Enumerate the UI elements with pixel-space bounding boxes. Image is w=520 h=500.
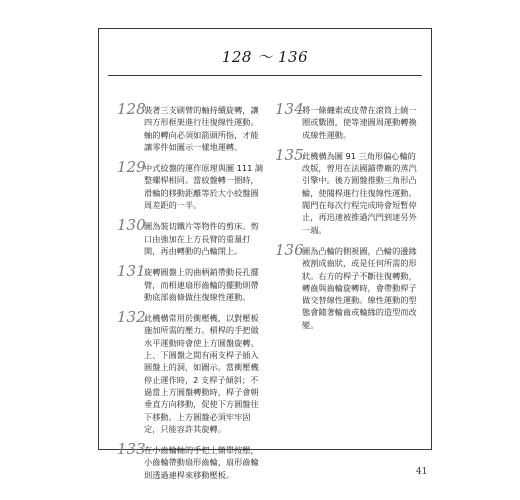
entry-number: 133 bbox=[117, 440, 146, 459]
entry-133 bbox=[117, 440, 265, 481]
entry-text: 中式絞盤的運作原理與圖 111 調整螺桿相同。當絞盤轉一圈時，滑輪的移動距離等於大小絞盤圓周差距的一半。 bbox=[144, 163, 264, 211]
entry-number: 136 bbox=[275, 240, 304, 259]
entry-text: 在小齒輪軸的手把上簡單按壓，小齒輪帶動扇形齒輪，扇形齒輪則透過連桿來移動壓板。 bbox=[144, 445, 259, 480]
entry-number: 135 bbox=[275, 145, 304, 164]
entry-text: 此機構常用於衝壓機，以對壓板施加所需的壓力。槓桿的手把做水平運動時會使上方圓盤旋轉。上、下圓盤之間有兩支桿子插入圓盤上的洞，如圖示。當衝壓機停止運作時，2 支桿子傾斜；不過當上方圓盤轉動時，桿子會朝垂直方向移動，促使下方圓盤往下移動。上方圓盤必須牢牢固定，只能容許其旋轉。 bbox=[144, 313, 259, 434]
entry-135 bbox=[275, 145, 423, 236]
title-divider bbox=[108, 75, 422, 76]
entry-number: 130 bbox=[117, 216, 146, 235]
entry-number: 134 bbox=[275, 100, 304, 118]
entry-134 bbox=[275, 100, 423, 141]
entry-131 bbox=[117, 262, 265, 303]
entry-130 bbox=[117, 216, 265, 257]
entry-text: 圖為裝切鐵片等物件的剪床。剪口由強加在上方長臂的重量打開，再由轉動的凸輪閉上。 bbox=[144, 221, 259, 256]
entry-number: 132 bbox=[117, 308, 146, 327]
entry-number: 129 bbox=[117, 158, 146, 177]
entry-129 bbox=[117, 158, 265, 211]
right-column bbox=[275, 100, 423, 340]
entry-text: 圖為凸輪的側視圖，凸輪的邊緣被割成齒狀，或是任何所需的形狀。右方的桿子不斷往復轉動，轉齒與齒輪旋轉時，會帶動桿子做交替線性運動。線性運動的型態會隨著輪齒或輪緣的造型而改變。 bbox=[302, 245, 417, 330]
section-range-title: 128 ～ 136 bbox=[221, 48, 309, 66]
entry-number: 131 bbox=[117, 262, 146, 281]
left-column bbox=[117, 100, 265, 490]
page-number: 41 bbox=[416, 467, 428, 477]
entry-text: 裝著三支刷臂的軸持續旋轉，讓四方形框架進行往復線性運動。軸的轉向必須如箭頭所指，才能讓零件如圖示一樣地運轉。 bbox=[144, 105, 259, 152]
entry-text: 此機構為圖 91 三角形偏心輪的改版，曾用在法國錨帶廠的蒸汽引擎中。後方圓盤推動三角形凸輪，使閥桿進行往復線性運動。閥門在每次行程完成時會短暫停止，再迅速被推過汽門到達另外一端。 bbox=[302, 150, 417, 235]
entry-text: 將一條纏索或皮帶在滾筒上繞一圈或數圈，使等速圓周運動轉換成線性運動。 bbox=[302, 105, 417, 140]
entry-136 bbox=[275, 240, 423, 331]
entry-number: 128 bbox=[117, 100, 146, 118]
entry-text: 旋轉圓盤上的曲柄銷帶動長孔擺臂，而相連扇形齒輪的擺動則帶動底部齒條做往復線性運動。 bbox=[144, 267, 259, 302]
entry-132 bbox=[117, 308, 265, 435]
entry-128 bbox=[117, 100, 265, 153]
